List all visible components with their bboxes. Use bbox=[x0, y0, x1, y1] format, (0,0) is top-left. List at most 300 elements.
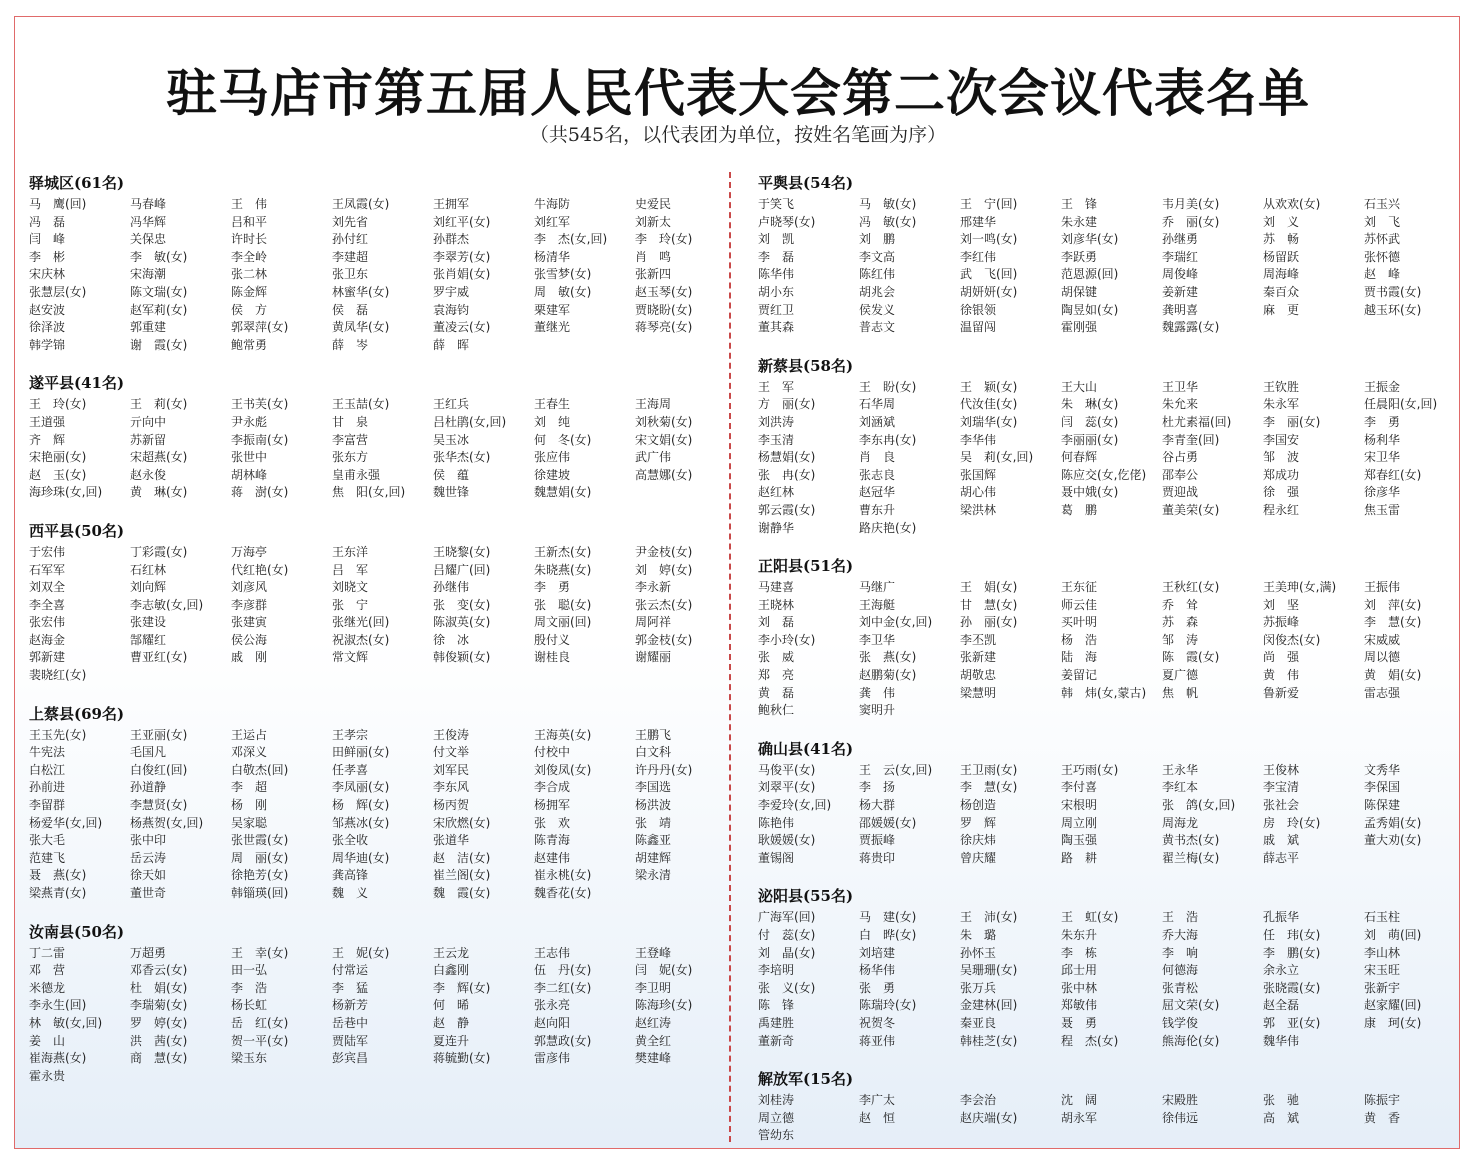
delegate-name: 董凌云(女) bbox=[433, 320, 491, 335]
delegate-name: 梁玉东 bbox=[231, 1051, 268, 1066]
delegate-name: 张 欢 bbox=[534, 815, 571, 830]
delegate-name: 张 鸽(女,回) bbox=[1162, 798, 1236, 813]
delegate-name: 谢静华 bbox=[758, 520, 795, 535]
delegate-name: 张青松 bbox=[1162, 980, 1199, 995]
delegate-name: 李 超 bbox=[231, 780, 268, 795]
delegate-name: 黄书杰(女) bbox=[1162, 833, 1220, 848]
delegation-title: 正阳县(51名) bbox=[758, 557, 854, 576]
delegate-name: 路庆艳(女) bbox=[859, 520, 917, 535]
delegate-name: 田鲜丽(女) bbox=[332, 745, 390, 760]
delegate-name: 尹永彪 bbox=[231, 414, 268, 429]
delegate-name: 赵永俊 bbox=[130, 467, 167, 482]
delegate-name: 马继广 bbox=[859, 580, 896, 595]
delegate-name: 张道华 bbox=[433, 833, 470, 848]
delegate-name: 任孝喜 bbox=[332, 762, 369, 777]
delegate-name: 付校中 bbox=[534, 745, 571, 760]
delegate-name: 陈金辉 bbox=[231, 284, 268, 299]
delegate-name: 苏 森 bbox=[1162, 615, 1199, 630]
delegate-name: 甘 慧(女) bbox=[960, 597, 1018, 612]
delegate-name: 王俊涛 bbox=[433, 727, 470, 742]
delegate-name: 王晓林 bbox=[758, 597, 795, 612]
delegate-name: 侯 磊 bbox=[332, 302, 369, 317]
delegate-name: 越玉环(女) bbox=[1364, 302, 1422, 317]
delegate-name: 周阿祥 bbox=[635, 615, 672, 630]
page-subtitle: （共545名，以代表团为单位，按姓名笔画为序） bbox=[529, 124, 947, 146]
delegate-name: 刘涵斌 bbox=[859, 414, 896, 429]
delegate-name: 张肖娟(女) bbox=[433, 267, 491, 282]
delegate-name: 冯 磊 bbox=[29, 214, 66, 229]
delegate-name: 邹 涛 bbox=[1162, 632, 1199, 647]
delegate-name: 葛 鹏 bbox=[1061, 502, 1098, 517]
delegate-name: 王 幸(女) bbox=[231, 945, 289, 960]
delegation-title: 解放军(15名) bbox=[758, 1070, 854, 1089]
delegate-name: 王 莉(女) bbox=[130, 397, 188, 412]
delegate-name: 杨洪波 bbox=[635, 798, 672, 813]
delegate-name: 吕和平 bbox=[231, 214, 268, 229]
delegate-name: 殷付义 bbox=[534, 632, 571, 647]
delegate-name: 刘秋菊(女) bbox=[635, 414, 693, 429]
delegate-name: 王运占 bbox=[231, 727, 268, 742]
delegate-name: 戚 斌 bbox=[1263, 833, 1300, 848]
delegate-name: 张云杰(女) bbox=[635, 597, 693, 612]
delegate-name: 宋海潮 bbox=[130, 267, 167, 282]
delegate-name: 王书芙(女) bbox=[231, 397, 289, 412]
delegate-name: 王海英(女) bbox=[534, 727, 592, 742]
delegation-group bbox=[29, 372, 736, 502]
delegate-name: 侯 方 bbox=[231, 302, 268, 317]
delegate-name: 李合成 bbox=[534, 780, 571, 795]
delegate-name: 林 敏(女,回) bbox=[29, 1015, 103, 1030]
delegate-name: 张中林 bbox=[1061, 980, 1098, 995]
delegate-name: 孙前进 bbox=[29, 780, 66, 795]
delegate-name: 李 玲(女) bbox=[635, 232, 693, 247]
delegate-name: 王永华 bbox=[1162, 762, 1199, 777]
delegate-name: 李国选 bbox=[635, 780, 672, 795]
delegate-name: 黄 琳(女) bbox=[130, 485, 188, 500]
delegate-name: 买叶明 bbox=[1061, 615, 1098, 630]
delegate-name: 刘 鹏 bbox=[859, 232, 896, 247]
delegate-name: 马春峰 bbox=[130, 197, 167, 211]
delegate-name: 郑 亮 bbox=[758, 668, 795, 683]
delegate-name: 邵奉公 bbox=[1162, 467, 1199, 482]
delegation-group bbox=[29, 520, 736, 685]
delegate-name: 付 蕊(女) bbox=[758, 928, 816, 942]
delegate-name: 张卫东 bbox=[332, 267, 369, 282]
delegate-name: 翟兰梅(女) bbox=[1162, 850, 1220, 865]
delegate-name: 曹东升 bbox=[859, 502, 896, 517]
delegate-name: 贾书霞(女) bbox=[1364, 284, 1422, 299]
delegate-name: 张中印 bbox=[130, 833, 167, 848]
delegate-name: 武 飞(回) bbox=[960, 267, 1018, 282]
delegate-name: 彭宾昌 bbox=[332, 1051, 369, 1066]
delegate-name: 梁永清 bbox=[635, 868, 672, 883]
delegate-name: 杨丙贺 bbox=[433, 798, 470, 813]
delegate-name: 任 玮(女) bbox=[1263, 928, 1321, 942]
delegate-name: 林蜜华(女) bbox=[332, 284, 390, 299]
delegate-name: 李永生(回) bbox=[29, 998, 87, 1013]
delegate-name: 陈 霞(女) bbox=[1162, 650, 1220, 665]
delegate-name: 肖 良 bbox=[859, 450, 896, 465]
delegate-name: 苏振峰 bbox=[1263, 615, 1300, 630]
delegate-name: 孔振华 bbox=[1263, 910, 1300, 925]
delegation-group bbox=[758, 172, 1465, 337]
delegate-name: 郑敏伟 bbox=[1061, 998, 1098, 1013]
delegate-name: 常文辉 bbox=[332, 650, 369, 665]
delegate-name: 胡心伟 bbox=[960, 485, 997, 500]
delegate-name: 王玉先(女) bbox=[29, 727, 87, 742]
delegate-name: 万超勇 bbox=[130, 945, 167, 960]
delegate-name: 李宝清 bbox=[1263, 780, 1300, 795]
delegate-name: 李 辉(女) bbox=[433, 980, 491, 995]
delegate-name: 徐银领 bbox=[960, 302, 997, 317]
delegate-name: 周文丽(回) bbox=[534, 615, 592, 630]
delegation-group bbox=[29, 921, 736, 1086]
delegation-group bbox=[29, 172, 736, 354]
delegate-name: 白鑫刚 bbox=[433, 963, 470, 978]
delegate-name: 李卫明 bbox=[635, 980, 672, 995]
delegate-name: 刘红平(女) bbox=[433, 214, 491, 229]
delegate-name: 黄全红 bbox=[635, 1033, 672, 1048]
delegate-name: 曾庆耀 bbox=[960, 850, 997, 865]
delegate-name: 邓香云(女) bbox=[130, 963, 188, 978]
delegate-name: 陶玉强 bbox=[1061, 833, 1098, 848]
delegate-name: 李 彬 bbox=[29, 249, 66, 264]
delegate-name: 张社会 bbox=[1263, 798, 1300, 813]
delegate-name: 魏华伟 bbox=[1263, 1033, 1300, 1048]
delegate-name: 王美珅(女,满) bbox=[1263, 580, 1337, 595]
delegate-name: 曹亚红(女) bbox=[130, 650, 188, 665]
delegate-name: 孙继伟 bbox=[433, 580, 470, 595]
delegate-name: 张东方 bbox=[332, 450, 369, 465]
delegate-name: 杨新芳 bbox=[332, 998, 369, 1013]
delegation-title: 平舆县(54名) bbox=[758, 174, 854, 192]
delegate-name: 霍永贵 bbox=[29, 1068, 66, 1083]
delegate-name: 李凤丽(女) bbox=[332, 780, 390, 795]
delegate-name: 岳巷中 bbox=[332, 1015, 369, 1030]
delegate-name: 赵全磊 bbox=[1263, 998, 1300, 1013]
delegate-name: 白松江 bbox=[29, 762, 66, 777]
delegate-name: 刘向辉 bbox=[130, 580, 167, 595]
delegate-name: 赵庆端(女) bbox=[960, 1110, 1018, 1125]
delegate-name: 徐 冰 bbox=[433, 632, 470, 647]
delegate-name: 杨留跃 bbox=[1263, 249, 1300, 264]
delegate-name: 王道强 bbox=[29, 414, 66, 429]
delegate-name: 张 义(女) bbox=[758, 980, 816, 995]
delegate-name: 孙 丽(女) bbox=[960, 615, 1018, 630]
delegate-name: 张 驰 bbox=[1263, 1093, 1300, 1108]
delegate-name: 屈文荣(女) bbox=[1162, 998, 1220, 1013]
delegate-name: 赵 峰 bbox=[1364, 267, 1401, 282]
delegate-name: 邱士用 bbox=[1061, 963, 1098, 978]
delegate-name: 贾红卫 bbox=[758, 302, 795, 317]
delegate-name: 鲍常勇 bbox=[231, 337, 268, 352]
delegate-name: 李 扬 bbox=[859, 780, 896, 795]
delegate-name: 齐 辉 bbox=[29, 432, 66, 447]
delegate-name: 吴玉冰 bbox=[433, 432, 470, 447]
delegate-name: 周海龙 bbox=[1162, 815, 1199, 830]
delegate-name: 郭重建 bbox=[130, 320, 167, 335]
delegate-name: 宋殿胜 bbox=[1162, 1093, 1199, 1108]
delegate-name: 李 慧(女) bbox=[1364, 615, 1422, 630]
delegate-name: 王玉喆(女) bbox=[332, 397, 390, 412]
delegate-name: 代汝佳(女) bbox=[960, 397, 1018, 412]
delegate-name: 岳 红(女) bbox=[231, 1015, 289, 1030]
delegate-name: 胡永军 bbox=[1061, 1110, 1098, 1125]
delegate-name: 王红兵 bbox=[433, 397, 470, 412]
delegate-name: 薛 岑 bbox=[332, 337, 369, 352]
delegate-name: 王海艇 bbox=[859, 597, 896, 612]
delegate-name: 刘彦华(女) bbox=[1061, 232, 1119, 247]
delegate-name: 乔大海 bbox=[1162, 928, 1199, 942]
delegate-name: 杨利华 bbox=[1364, 432, 1401, 447]
delegate-name: 宋玉旺 bbox=[1364, 963, 1401, 978]
delegate-name: 邹燕冰(女) bbox=[332, 815, 390, 830]
delegate-name: 张 燕(女) bbox=[859, 650, 917, 665]
delegate-name: 裴晓红(女) bbox=[29, 668, 87, 683]
delegate-name: 李付喜 bbox=[1061, 780, 1098, 795]
delegate-name: 王鹏飞 bbox=[635, 727, 672, 742]
delegate-name: 刘 晶(女) bbox=[758, 945, 816, 960]
delegate-name: 闫 峰 bbox=[29, 232, 66, 247]
delegate-name: 石红林 bbox=[130, 562, 167, 577]
delegate-name: 孙群杰 bbox=[433, 232, 470, 247]
delegate-name: 陈应交(女,仡佬) bbox=[1061, 467, 1147, 482]
delegate-name: 万海亭 bbox=[231, 544, 268, 559]
delegate-name: 孙道静 bbox=[130, 780, 167, 795]
delegate-name: 宋庆林 bbox=[29, 267, 66, 282]
delegate-name: 白 晔(女) bbox=[859, 928, 917, 942]
delegation-title: 上蔡县(69名) bbox=[29, 704, 125, 723]
delegation-title: 遂平县(41名) bbox=[29, 374, 125, 393]
delegate-name: 胡建辉 bbox=[635, 850, 672, 865]
delegate-name: 何德海 bbox=[1162, 963, 1199, 978]
delegate-name: 苏新留 bbox=[130, 432, 167, 447]
delegate-name: 郜耀红 bbox=[130, 632, 167, 647]
delegate-name: 鲍秋仁 bbox=[758, 703, 795, 718]
delegate-name: 贺一平(女) bbox=[231, 1033, 289, 1048]
delegate-name: 郭金枝(女) bbox=[635, 632, 693, 647]
delegate-name: 薛志平 bbox=[1263, 850, 1300, 865]
delegate-name: 董大劝(女) bbox=[1364, 833, 1422, 848]
delegate-name: 赵 静 bbox=[433, 1015, 470, 1030]
delegate-name: 韩俊颖(女) bbox=[433, 650, 491, 665]
delegate-name: 何 晞 bbox=[433, 998, 470, 1013]
delegate-name: 徐天如 bbox=[130, 868, 167, 883]
delegate-name: 秦亚良 bbox=[960, 1015, 997, 1030]
delegate-name: 周 敏(女) bbox=[534, 284, 592, 299]
delegate-name: 石玉柱 bbox=[1364, 910, 1401, 925]
delegate-name: 王 伟 bbox=[231, 197, 268, 211]
delegate-name-grid bbox=[758, 579, 1465, 720]
delegate-name: 李红本 bbox=[1162, 780, 1199, 795]
delegate-name: 王 浩 bbox=[1162, 910, 1199, 925]
delegate-name: 皇甫永强 bbox=[332, 467, 381, 482]
delegate-name: 刘红军 bbox=[534, 214, 571, 229]
delegate-name: 聂 燕(女) bbox=[29, 868, 87, 883]
delegate-name: 栗建军 bbox=[534, 302, 571, 317]
delegate-name: 程 杰(女) bbox=[1061, 1033, 1119, 1048]
delegate-name: 赵红林 bbox=[758, 485, 795, 500]
delegate-name: 王 玲(女) bbox=[29, 397, 87, 412]
delegate-name: 吕 军 bbox=[332, 562, 369, 577]
delegate-name: 陈瑞玲(女) bbox=[859, 998, 917, 1013]
delegation-title: 西平县(50名) bbox=[29, 521, 125, 540]
delegate-name: 罗宇威 bbox=[433, 284, 470, 299]
delegate-name: 王登峰 bbox=[635, 945, 672, 960]
delegate-name: 普志文 bbox=[859, 320, 896, 335]
delegate-name: 李爱玲(女,回) bbox=[758, 798, 832, 813]
delegate-name: 刘一鸣(女) bbox=[960, 232, 1018, 247]
delegate-name: 李 栋 bbox=[1061, 945, 1098, 960]
delegate-name: 陈青海 bbox=[534, 833, 571, 848]
delegate-name: 毛国凡 bbox=[130, 745, 167, 760]
delegate-name: 郭云霞(女) bbox=[758, 502, 816, 517]
delegate-name: 张 勇 bbox=[859, 980, 896, 995]
delegate-name: 邓深义 bbox=[231, 745, 268, 760]
delegate-name: 刘 纯 bbox=[534, 414, 571, 429]
delegate-name: 张应伟 bbox=[534, 450, 571, 465]
delegate-name: 魏慧娟(女) bbox=[534, 485, 592, 500]
delegate-name: 谷占勇 bbox=[1162, 450, 1199, 465]
delegate-name: 杨清华 bbox=[534, 249, 571, 264]
delegate-name: 刘 萌(回) bbox=[1364, 928, 1422, 942]
delegate-name: 范建飞 bbox=[29, 850, 66, 865]
delegate-name: 冯华辉 bbox=[130, 214, 167, 229]
delegate-name: 梁洪林 bbox=[960, 502, 997, 517]
delegate-name: 张新四 bbox=[635, 267, 672, 282]
delegate-name-grid bbox=[758, 196, 1465, 337]
delegate-name: 付文举 bbox=[433, 745, 470, 760]
delegate-name: 李 浩 bbox=[231, 980, 268, 995]
delegate-name: 王 沛(女) bbox=[960, 910, 1018, 925]
delegate-name: 杨 刚 bbox=[231, 798, 268, 813]
delegate-name: 谢桂良 bbox=[534, 650, 571, 665]
delegate-name: 王振金 bbox=[1364, 379, 1401, 394]
delegate-name: 周俊峰 bbox=[1162, 267, 1199, 282]
delegate-name: 王 军 bbox=[758, 379, 795, 394]
delegate-name: 商 慧(女) bbox=[130, 1051, 188, 1066]
delegate-name: 王东征 bbox=[1061, 580, 1098, 595]
delegate-name: 刘 凯 bbox=[758, 232, 795, 247]
delegate-name: 蒋毓勤(女) bbox=[433, 1051, 491, 1066]
delegate-name: 李广太 bbox=[859, 1093, 896, 1108]
delegate-name: 史爱民 bbox=[635, 197, 672, 211]
delegate-name: 胡林峰 bbox=[231, 467, 268, 482]
delegate-name: 岳云涛 bbox=[130, 850, 167, 865]
delegate-name: 韩锱瑛(回) bbox=[231, 886, 289, 900]
delegate-name: 郑成功 bbox=[1263, 467, 1300, 482]
delegate-name: 赵冠华 bbox=[859, 485, 896, 500]
delegate-name: 魏香花(女) bbox=[534, 886, 592, 900]
delegate-name: 樊建峰 bbox=[635, 1051, 672, 1066]
delegate-name: 陈文瑞(女) bbox=[130, 284, 188, 299]
delegate-name: 孙怀玉 bbox=[960, 945, 997, 960]
delegate-name: 张 威 bbox=[758, 650, 795, 665]
delegate-name: 杜 娟(女) bbox=[130, 980, 188, 995]
delegate-name: 董美荣(女) bbox=[1162, 502, 1220, 517]
delegate-name: 侯发义 bbox=[859, 302, 896, 317]
delegate-name: 刘新太 bbox=[635, 214, 672, 229]
delegate-name: 张 冉(女) bbox=[758, 467, 816, 482]
delegate-name: 赵鹏菊(女) bbox=[859, 668, 917, 683]
delegate-name: 张怀德 bbox=[1364, 249, 1401, 264]
delegate-name: 李青奎(回) bbox=[1162, 432, 1220, 447]
delegate-name: 李 杰(女,回) bbox=[534, 232, 608, 247]
delegate-name: 陶昱如(女) bbox=[1061, 302, 1119, 317]
delegate-name: 马 鹰(回) bbox=[29, 197, 87, 211]
delegate-name: 耿媛媛(女) bbox=[758, 833, 816, 848]
delegate-name: 陈振宇 bbox=[1364, 1093, 1401, 1108]
delegate-name: 李慧贤(女) bbox=[130, 798, 188, 813]
delegate-name: 姜新建 bbox=[1162, 284, 1199, 299]
delegate-name: 张慧层(女) bbox=[29, 284, 87, 299]
delegate-name: 张 宁 bbox=[332, 597, 369, 612]
delegate-name: 张建寅 bbox=[231, 615, 268, 630]
delegate-name: 赵海金 bbox=[29, 632, 66, 647]
delegate-name: 许时长 bbox=[231, 232, 268, 247]
delegate-name: 文秀华 bbox=[1364, 762, 1401, 777]
delegate-name: 于笑飞 bbox=[758, 197, 795, 211]
delegate-name: 洪 茜(女) bbox=[130, 1033, 188, 1048]
delegate-name: 赵向阳 bbox=[534, 1015, 571, 1030]
delegate-name: 孟秀娟(女) bbox=[1364, 815, 1422, 830]
delegate-name: 张志良 bbox=[859, 467, 896, 482]
delegate-name: 赵家耀(回) bbox=[1364, 998, 1422, 1013]
delegate-name: 张全收 bbox=[332, 833, 369, 848]
delegate-name: 刘双全 bbox=[29, 580, 66, 595]
delegate-name: 邹 波 bbox=[1263, 450, 1300, 465]
delegate-name-grid bbox=[758, 909, 1465, 1050]
delegate-name-grid bbox=[29, 945, 736, 1086]
delegate-name: 赵 洁(女) bbox=[433, 850, 491, 865]
delegate-name: 王卫华 bbox=[1162, 379, 1199, 394]
delegate-name: 李 慧(女) bbox=[960, 780, 1018, 795]
delegate-name: 李会治 bbox=[960, 1093, 997, 1108]
delegate-name: 赵 玉(女) bbox=[29, 467, 87, 482]
delegate-name: 吴家聪 bbox=[231, 815, 268, 830]
delegate-name: 李 鹏(女) bbox=[1263, 945, 1321, 960]
delegate-name: 程永红 bbox=[1263, 502, 1300, 517]
delegate-name: 金建林(回) bbox=[960, 998, 1018, 1013]
delegate-name: 魏 义 bbox=[332, 886, 369, 900]
delegation-title: 泌阳县(55名) bbox=[758, 887, 854, 906]
delegate-name: 贾迎战 bbox=[1162, 485, 1199, 500]
delegate-name: 李 勇 bbox=[534, 580, 571, 595]
delegate-name: 刘瑞华(女) bbox=[960, 414, 1018, 429]
delegate-name: 张宏伟 bbox=[29, 615, 66, 630]
delegate-name: 李 猛 bbox=[332, 980, 369, 995]
delegate-name: 鲁新爱 bbox=[1263, 685, 1300, 700]
delegate-name: 董其森 bbox=[758, 320, 795, 335]
delegation-title: 驿城区(61名) bbox=[29, 174, 125, 192]
delegate-name: 宋文娟(女) bbox=[635, 432, 693, 447]
delegate-name: 张新宇 bbox=[1364, 980, 1401, 995]
delegate-name: 杨 浩 bbox=[1061, 632, 1098, 647]
delegate-name: 王巧雨(女) bbox=[1061, 762, 1119, 777]
delegate-name: 刘晓文 bbox=[332, 580, 369, 595]
delegate-name: 秦百众 bbox=[1263, 284, 1300, 299]
delegate-name: 蒋 澍(女) bbox=[231, 485, 289, 500]
delegation-title: 汝南县(50名) bbox=[29, 922, 125, 941]
delegate-name: 石军军 bbox=[29, 562, 66, 577]
delegate-name: 蒋贵印 bbox=[859, 850, 896, 865]
delegate-name: 陈 锋 bbox=[758, 998, 795, 1013]
delegate-name: 陈鑫亚 bbox=[635, 833, 672, 848]
delegate-name: 甘 泉 bbox=[332, 414, 369, 429]
delegate-name: 夏广德 bbox=[1162, 668, 1199, 683]
delegation-title: 新蔡县(58名) bbox=[758, 356, 854, 375]
delegate-name: 李国安 bbox=[1263, 432, 1300, 447]
